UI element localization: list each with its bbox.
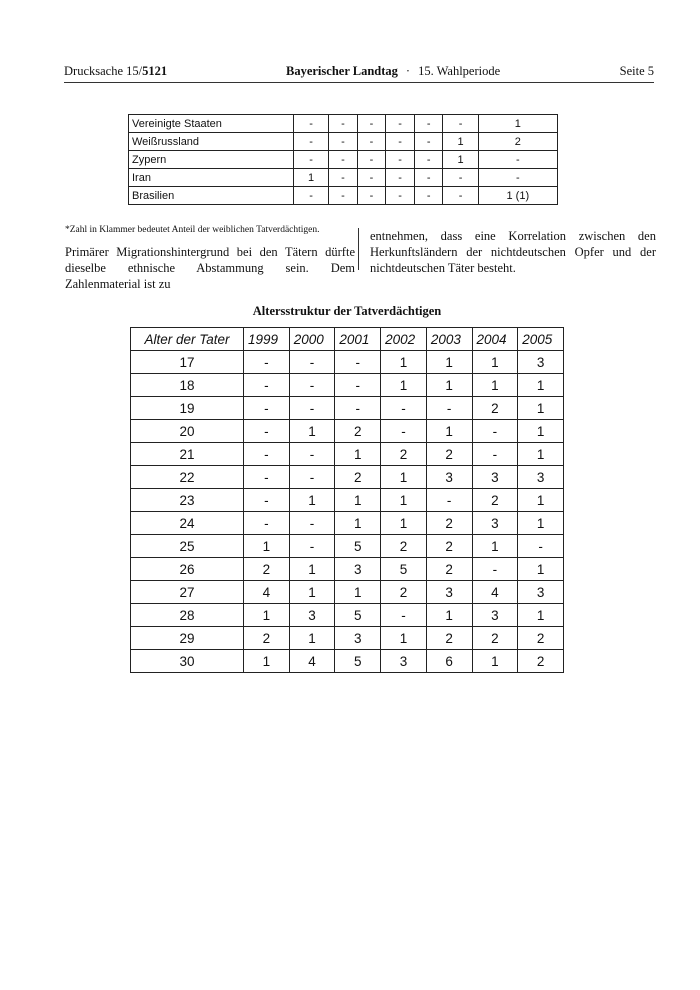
count-value: 3	[381, 650, 427, 673]
count-value: 3	[289, 604, 335, 627]
count-value: -	[381, 420, 427, 443]
count-value: 5	[335, 604, 381, 627]
age-table	[130, 327, 564, 673]
country-value: -	[414, 169, 443, 187]
count-value: 1	[518, 558, 564, 581]
count-value: -	[289, 374, 335, 397]
country-row	[129, 133, 558, 151]
count-value: -	[335, 397, 381, 420]
count-value: -	[244, 397, 290, 420]
country-value: -	[386, 169, 415, 187]
count-value: 1	[335, 489, 381, 512]
count-value: 1	[289, 420, 335, 443]
country-value: 1	[443, 151, 478, 169]
count-value: -	[426, 489, 472, 512]
count-value: 2	[426, 558, 472, 581]
count-value: 2	[426, 535, 472, 558]
age-value: 20	[131, 420, 244, 443]
count-value: 2	[426, 443, 472, 466]
country-value: -	[294, 187, 329, 205]
count-value: 2	[518, 650, 564, 673]
parliament-info	[286, 64, 500, 79]
country-value: -	[357, 133, 386, 151]
count-value: 1	[381, 512, 427, 535]
count-value: -	[244, 489, 290, 512]
count-value: 2	[472, 489, 518, 512]
age-value: 18	[131, 374, 244, 397]
age-value: 25	[131, 535, 244, 558]
country-name: Iran	[129, 169, 294, 187]
count-value: -	[472, 443, 518, 466]
count-value: -	[289, 466, 335, 489]
country-value: -	[329, 187, 358, 205]
age-value: 24	[131, 512, 244, 535]
count-value: 2	[335, 466, 381, 489]
country-value: -	[414, 187, 443, 205]
count-value: -	[244, 512, 290, 535]
count-value: 2	[381, 443, 427, 466]
country-value: -	[414, 133, 443, 151]
count-value: 1	[472, 374, 518, 397]
age-value: 19	[131, 397, 244, 420]
count-value: -	[244, 443, 290, 466]
country-value: -	[294, 133, 329, 151]
age-column-header: Alter der Tater	[131, 328, 244, 351]
year-column-header: 2005	[518, 328, 564, 351]
count-value: 1	[518, 512, 564, 535]
count-value: 1	[381, 466, 427, 489]
count-value: 1	[472, 650, 518, 673]
count-value: 2	[472, 397, 518, 420]
age-row	[131, 558, 564, 581]
country-value: -	[357, 169, 386, 187]
count-value: 3	[472, 466, 518, 489]
country-name: Vereinigte Staaten	[129, 115, 294, 133]
country-value: -	[329, 169, 358, 187]
count-value: 1	[381, 489, 427, 512]
count-value: 3	[426, 581, 472, 604]
count-value: 3	[518, 351, 564, 374]
count-value: 1	[518, 374, 564, 397]
count-value: 4	[472, 581, 518, 604]
country-value: -	[443, 115, 478, 133]
document-number-prefix: Drucksache 15/	[64, 64, 143, 78]
count-value: -	[381, 397, 427, 420]
count-value: -	[335, 351, 381, 374]
age-row	[131, 466, 564, 489]
count-value: 1	[244, 604, 290, 627]
country-value: -	[329, 151, 358, 169]
count-value: 1	[472, 351, 518, 374]
year-column-header: 2004	[472, 328, 518, 351]
count-value: 1	[335, 443, 381, 466]
age-row	[131, 512, 564, 535]
age-row	[131, 627, 564, 650]
age-row	[131, 535, 564, 558]
count-value: -	[244, 466, 290, 489]
country-value: 1 (1)	[478, 187, 557, 205]
country-value: -	[294, 151, 329, 169]
country-value: -	[386, 151, 415, 169]
count-value: 2	[426, 512, 472, 535]
country-value: -	[294, 115, 329, 133]
age-value: 17	[131, 351, 244, 374]
count-value: 5	[335, 535, 381, 558]
count-value: 1	[518, 443, 564, 466]
age-value: 29	[131, 627, 244, 650]
age-row	[131, 351, 564, 374]
count-value: 6	[426, 650, 472, 673]
country-name: Zypern	[129, 151, 294, 169]
count-value: -	[289, 512, 335, 535]
count-value: 2	[426, 627, 472, 650]
age-row	[131, 604, 564, 627]
country-name: Brasilien	[129, 187, 294, 205]
page-number: Seite 5	[619, 64, 654, 78]
count-value: -	[244, 420, 290, 443]
country-value: -	[329, 115, 358, 133]
count-value: 1	[518, 489, 564, 512]
country-value: -	[478, 169, 557, 187]
count-value: 2	[518, 627, 564, 650]
count-value: -	[289, 443, 335, 466]
count-value: -	[472, 558, 518, 581]
paragraph-right: entnehmen, dass eine Korrelation zwischen den Herkunftsländern der nichtdeutschen Opfer und der nichtdeutschen Täter besteht.	[370, 229, 656, 275]
age-row	[131, 420, 564, 443]
count-value: 1	[381, 627, 427, 650]
count-value: -	[289, 535, 335, 558]
count-value: 1	[518, 420, 564, 443]
count-value: 1	[426, 604, 472, 627]
age-row	[131, 581, 564, 604]
count-value: 1	[426, 351, 472, 374]
count-value: 2	[381, 581, 427, 604]
country-value: -	[443, 169, 478, 187]
count-value: 3	[518, 581, 564, 604]
country-value: -	[357, 151, 386, 169]
country-name: Weißrussland	[129, 133, 294, 151]
count-value: 1	[289, 489, 335, 512]
document-number	[64, 64, 167, 79]
age-value: 22	[131, 466, 244, 489]
age-value: 28	[131, 604, 244, 627]
count-value: 3	[426, 466, 472, 489]
footnote: *Zahl in Klammer bedeutet Anteil der weiblichen Tatverdächtigen.	[65, 225, 320, 235]
count-value: -	[426, 397, 472, 420]
age-value: 23	[131, 489, 244, 512]
count-value: 1	[426, 374, 472, 397]
country-value: -	[386, 187, 415, 205]
age-value: 26	[131, 558, 244, 581]
count-value: -	[518, 535, 564, 558]
year-column-header: 2003	[426, 328, 472, 351]
count-value: 3	[472, 604, 518, 627]
count-value: 1	[289, 581, 335, 604]
count-value: 1	[381, 351, 427, 374]
country-table	[128, 114, 558, 205]
count-value: 1	[335, 581, 381, 604]
count-value: 1	[518, 397, 564, 420]
age-row	[131, 443, 564, 466]
count-value: 1	[426, 420, 472, 443]
count-value: 1	[244, 650, 290, 673]
count-value: 5	[381, 558, 427, 581]
country-value: -	[357, 115, 386, 133]
count-value: 3	[472, 512, 518, 535]
count-value: -	[472, 420, 518, 443]
age-row	[131, 650, 564, 673]
age-table-header-row	[131, 328, 564, 351]
age-value: 21	[131, 443, 244, 466]
country-value: 1	[478, 115, 557, 133]
count-value: -	[381, 604, 427, 627]
paragraph-left: Primärer Migrationshintergrund bei den Tätern dürfte dieselbe ethnische Abstammung sein. Dem Zahlenmaterial ist zu	[65, 245, 355, 291]
parliament-name: Bayerischer Landtag	[286, 64, 398, 78]
count-value: -	[289, 351, 335, 374]
count-value: 3	[335, 627, 381, 650]
country-value: -	[414, 115, 443, 133]
age-value: 27	[131, 581, 244, 604]
count-value: 3	[518, 466, 564, 489]
count-value: 2	[244, 558, 290, 581]
country-table-body	[129, 115, 558, 205]
count-value: 4	[289, 650, 335, 673]
count-value: 1	[335, 512, 381, 535]
country-value: 1	[443, 133, 478, 151]
age-row	[131, 374, 564, 397]
country-value: -	[478, 151, 557, 169]
year-column-header: 2001	[335, 328, 381, 351]
country-value: -	[357, 187, 386, 205]
country-value: -	[414, 151, 443, 169]
count-value: 2	[472, 627, 518, 650]
count-value: 1	[244, 535, 290, 558]
year-column-header: 2002	[381, 328, 427, 351]
count-value: 2	[335, 420, 381, 443]
age-row	[131, 489, 564, 512]
count-value: 4	[244, 581, 290, 604]
country-row	[129, 115, 558, 133]
page-header	[64, 64, 654, 83]
count-value: -	[244, 351, 290, 374]
country-value: -	[329, 133, 358, 151]
country-value: 1	[294, 169, 329, 187]
count-value: -	[289, 397, 335, 420]
year-column-header: 1999	[244, 328, 290, 351]
age-table-body	[131, 351, 564, 673]
column-divider	[358, 228, 359, 270]
count-value: 1	[289, 558, 335, 581]
count-value: 2	[381, 535, 427, 558]
count-value: 5	[335, 650, 381, 673]
country-row	[129, 151, 558, 169]
count-value: -	[244, 374, 290, 397]
count-value: 3	[335, 558, 381, 581]
country-value: -	[386, 115, 415, 133]
count-value: 1	[381, 374, 427, 397]
count-value: -	[335, 374, 381, 397]
document-number-value: 5121	[142, 64, 168, 78]
country-row	[129, 169, 558, 187]
count-value: 1	[472, 535, 518, 558]
legislative-period: 15. Wahlperiode	[418, 64, 501, 78]
count-value: 2	[244, 627, 290, 650]
country-row	[129, 187, 558, 205]
count-value: 1	[289, 627, 335, 650]
age-table-title: Altersstruktur der Tatverdächtigen	[252, 304, 442, 318]
age-value: 30	[131, 650, 244, 673]
country-value: -	[386, 133, 415, 151]
count-value: 1	[518, 604, 564, 627]
header-separator: ·	[405, 64, 411, 78]
age-row	[131, 397, 564, 420]
year-column-header: 2000	[289, 328, 335, 351]
age-table-head	[131, 328, 564, 351]
country-value: -	[443, 187, 478, 205]
country-value: 2	[478, 133, 557, 151]
